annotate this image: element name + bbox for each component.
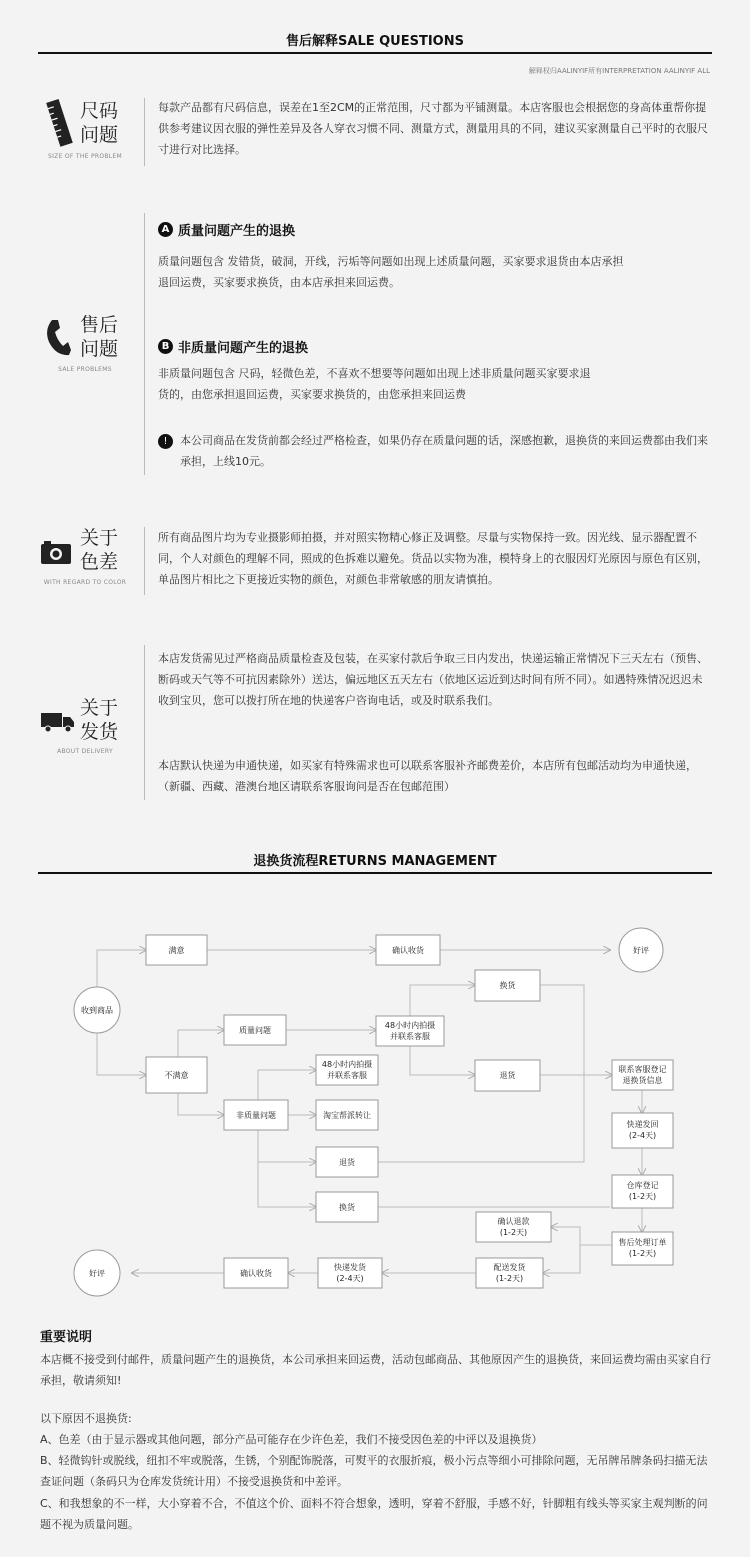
important-p4: B、轻微钩针或脱线，纽扣不牢或脱落，生锈，个别配饰脱落，可熨平的衣服折痕，极小污点等细小可排除问题，无吊牌吊牌条码扫描无法查证问题（条码只为仓库发货统计用）不接受退换货和中差评。 [40, 1454, 708, 1488]
flow-warehouse [612, 1180, 673, 1202]
flow-confirm-refund-line2: (1-2天) [499, 1228, 528, 1237]
after-heading-2: 问题 [80, 338, 119, 360]
size-heading-2: 问题 [80, 124, 119, 146]
page-title: 售后解释SALE QUESTIONS [286, 34, 464, 49]
flow-confirm-refund-line1: 确认退款 [497, 1217, 530, 1226]
flow-register-line1: 联系客服登记 [618, 1065, 667, 1074]
size-heading-1: 尺码 [80, 100, 119, 122]
flow-quality: 质量问题 [239, 1026, 271, 1035]
flow-contact-48h [376, 1020, 444, 1042]
delivery-text-2: 本店默认快递为申通快递，如买家有特殊需求也可以联系客服补齐邮费差价，本店所有包邮活动均为申通快递，（新疆、西藏、港澳台地区请联系客服询问是否在包邮范围） [158, 759, 697, 793]
quality-text: 质量问题包含 发错货，破洞，开线，污垢等问题如出现上述质量问题，买家要求退货由本店承担退回运费，买家要求换货，由本店承担来回运费。 [158, 255, 624, 289]
color-text: 所有商品图片均为专业摄影师拍摄，并对照实物精心修正及调整。尽量与实物保持一致。因光线、显示器配置不同，个人对颜色的理解不同，照成的色拆难以避免。货品以实物为准，模特身上的衣服因灯光原因与原色有区别，单品图片相比之下更接近实物的颜色，对颜色非常敏感的朋友请慎拍。 [158, 531, 708, 586]
letter-a-badge: A [158, 222, 173, 237]
flow-warehouse-line2: (1-2天) [628, 1192, 657, 1201]
important-p1: 本店概不接受到付邮件，质量问题产生的退换货，本公司承担来回运费，活动包邮商品、其他原因产生的退换货，来回运费均需由买家自行承担，敬请须知! [40, 1353, 711, 1387]
flow-satisfied: 满意 [168, 946, 185, 955]
flow-received: 收到商品 [81, 1006, 113, 1015]
flow-warehouse-line1: 仓库登记 [626, 1181, 659, 1190]
nonquality-text: 非质量问题包含 尺码，轻微色差，不喜欢不想要等问题如出现上述非质量问题买家要求退货的，由您承担退回运费，买家要求换货的，由您承担来回运费 [158, 367, 591, 401]
flow-contact-48h-line1: 48小时内拍摄 [384, 1021, 436, 1030]
flow-process-line2: (1-2天) [628, 1249, 657, 1258]
quality-subtitle-text: 质量问题产生的退换 [178, 224, 296, 239]
letter-b-badge: B [158, 339, 173, 354]
delivery-heading-en: ABOUT DELIVERY [57, 748, 113, 755]
nonquality-subtitle-text: 非质量问题产生的退换 [178, 341, 309, 356]
flow-good-review: 好评 [633, 946, 649, 955]
notice-text: 本公司商品在发货前都会经过严格检查，如果仍存在质量问题的话，深感抱歉，退换货的来回运费都由我们来承担，上线10元。 [180, 434, 708, 468]
color-heading-1: 关于 [80, 527, 119, 549]
flow-process-order [612, 1237, 673, 1259]
important-p5: C、和我想象的不一样，大小穿着不合，不值这个价、面料不符合想象，透明，穿着不舒服，手感不好，针脚粗有线头等买家主观判断的问题不视为质量问题。 [40, 1497, 708, 1531]
copyright-note: 解释权归AALINYIF所有INTERPRETATION AALINYIF ALL [528, 67, 710, 75]
color-heading-en: WITH REGARD TO COLOR [43, 579, 127, 586]
flow-nonquality: 非质量问题 [236, 1111, 276, 1120]
flow-express-line2: (2-4天) [336, 1274, 364, 1283]
flow-contact-48h-2-line2: 并联系客服 [327, 1071, 367, 1080]
flow-exchange: 换货 [499, 981, 516, 990]
flow-confirm-refund [476, 1216, 551, 1238]
flow-exchange-2: 换货 [339, 1203, 355, 1212]
important-p3: A、色差（由于显示器或其他问题，部分产品可能存在少许色差，我们不接受因色差的中评以及退换货） [40, 1433, 543, 1446]
flow-contact-48h-line2: 并联系客服 [390, 1032, 430, 1041]
flow-register-line2: 退换货信息 [622, 1076, 663, 1085]
delivery-heading-1: 关于 [80, 697, 119, 719]
flow-confirm-receipt-2: 确认收货 [240, 1269, 272, 1278]
flow-refund-2: 退货 [339, 1158, 355, 1167]
flow-refund: 退货 [499, 1071, 516, 1080]
delivery-text-1: 本店发货需见过严格商品质量检查及包装，在买家付款后争取三日内发出，快递运输正常情况下三天左右（预售、断码或天气等不可抗因素除外）送达，偏远地区五天左右（依地区运近到达时间有所不同）。如遇特殊情况迟迟未收到宝贝，您可以拨打所在地的快递客户咨询电话，或及时联系我们。 [158, 652, 708, 707]
flow-ship-back-line1: 快递发回 [626, 1120, 659, 1129]
after-heading-en: SALE PROBLEMS [58, 366, 112, 373]
flow-taobao-transfer: 淘宝帮派转让 [323, 1111, 371, 1120]
flow-good-review-2: 好评 [89, 1269, 105, 1278]
returns-title: 退换货流程RETURNS MANAGEMENT [253, 854, 497, 869]
flow-confirm-receipt: 确认收货 [392, 946, 424, 955]
important-p2: 以下原因不退换货: [40, 1412, 132, 1425]
size-text: 每款产品都有尺码信息，误差在1至2CM的正常范围，尺寸都为平铺测量。本店客服也会根据您的身高体重帮你提供参考建议因衣服的弹性差异及各人穿衣习惯不同、测量方式，测量用具的不同，建议买家测量自己平时的衣服尺寸进行对比选择。 [158, 101, 708, 156]
flow-process-line1: 售后处理订单 [618, 1238, 667, 1247]
warning-icon: ! [158, 434, 173, 449]
size-heading-en: SIZE OF THE PROBLEM [48, 153, 122, 160]
important-title: 重要说明 [40, 1330, 93, 1345]
flow-dispatch-line1: 配送发货 [493, 1263, 526, 1272]
color-heading-2: 色差 [80, 551, 119, 573]
flow-contact-48h-2-line1: 48小时内拍摄 [321, 1060, 373, 1069]
delivery-heading-2: 发货 [80, 721, 119, 743]
flow-ship-back-line2: (2-4天) [628, 1131, 657, 1140]
flow-unsatisfied: 不满意 [164, 1071, 189, 1080]
flow-ship-back [612, 1119, 673, 1141]
after-heading-1: 售后 [80, 314, 119, 336]
flow-contact-48h-2 [316, 1059, 378, 1081]
flow-register-info [612, 1064, 673, 1086]
flow-express-line1: 快递发货 [334, 1263, 366, 1272]
flow-dispatch [476, 1262, 543, 1284]
flow-express-ship [318, 1262, 382, 1284]
flow-dispatch-line2: (1-2天) [495, 1274, 524, 1283]
